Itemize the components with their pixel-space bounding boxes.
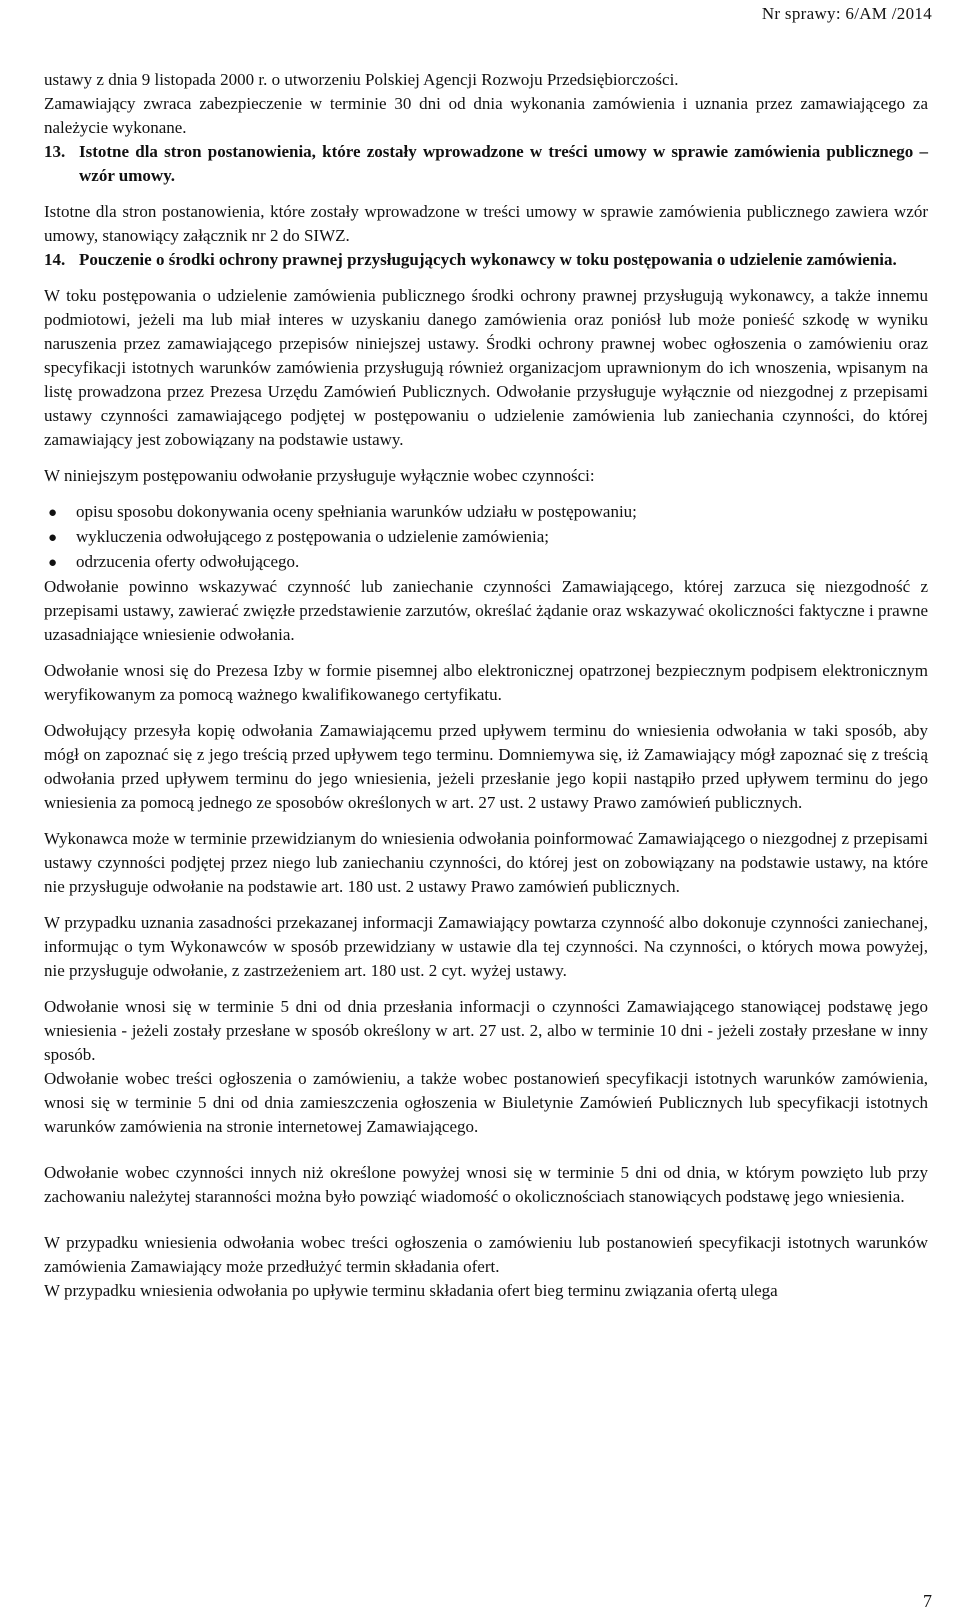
intro-paragraph-2: Zamawiający zwraca zabezpieczenie w terminie 30 dni od dnia wykonania zamówienia i uznania przez zamawiającego za należycie wykonane. — [44, 94, 928, 137]
document-body — [44, 68, 928, 1303]
section-13-heading — [44, 140, 928, 188]
section-14-paragraph-4: Odwołanie wnosi się do Prezesa Izby w formie pisemnej albo elektronicznej opatrzonej bezpiecznym podpisem elektronicznym weryfikowanym za pomocą ważnego kwalifikowanego certyfikatu. — [44, 661, 928, 704]
list-item — [44, 500, 928, 525]
section-14-paragraph-10: Odwołanie wobec czynności innych niż określone powyżej wnosi się w terminie 5 dni od dnia, w którym powzięto lub przy zachowaniu należytej staranności można było powziąć wiadomość o okolicznościach stanowiących podstawę jego wniesienia. — [44, 1163, 928, 1206]
list-item-text: odrzucenia oferty odwołującego. — [76, 552, 300, 571]
bullet-icon: ● — [48, 530, 58, 546]
section-14-paragraph-3: Odwołanie powinno wskazywać czynność lub zaniechanie czynności Zamawiającego, której zarzuca się niezgodność z przepisami ustawy, zawierać zwięzłe przedstawienie zarzutów, określać żądanie oraz wskazywać okoliczności faktyczne i prawne uzasadniające wniesienie odwołania. — [44, 577, 928, 644]
list-item — [44, 525, 928, 550]
list-item — [44, 550, 928, 575]
section-14-paragraph-6: Wykonawca może w terminie przewidzianym do wniesienia odwołania poinformować Zamawiającego o niezgodnej z przepisami ustawy czynności podjętej przez niego lub zaniechaniu czynności, do której jest on zobowiązany na podstawie ustawy, na które nie przysługuje odwołanie na podstawie art. 180 ust. 2 ustawy Prawo zamówień publicznych. — [44, 829, 928, 896]
bullet-list — [44, 500, 928, 575]
section-14-paragraph-7: W przypadku uznania zasadności przekazanej informacji Zamawiający powtarza czynność albo dokonuje czynności zaniechanej, informując o tym Wykonawców w sposób przewidziany w ustawie dla tej czynności. Na czynności, o których mowa powyżej, nie przysługuje odwołanie, z zastrzeżeniem art. 180 ust. 2 cyt. wyżej ustawy. — [44, 913, 928, 980]
page-number: 7 — [923, 1591, 932, 1611]
bullet-icon: ● — [48, 505, 58, 521]
section-14-title: Pouczenie o środki ochrony prawnej przysługujących wykonawcy w toku postępowania o udzielenie zamówienia. — [79, 250, 897, 269]
section-14-heading — [44, 248, 928, 272]
section-14-paragraph-11: W przypadku wniesienia odwołania wobec treści ogłoszenia o zamówieniu lub postanowień specyfikacji istotnych warunków zamówienia Zamawiający może przedłużyć termin składania ofert. — [44, 1233, 928, 1276]
section-14-paragraph-8: Odwołanie wnosi się w terminie 5 dni od dnia przesłania informacji o czynności Zamawiającego stanowiącej podstawę jego wniesienia - jeżeli zostały przesłane w sposób określony w art. 27 ust. 2, albo w terminie 10 dni - jeżeli zostały przesłane w inny sposób. — [44, 997, 928, 1064]
section-14-paragraph-12: W przypadku wniesienia odwołania po upływie terminu składania ofert bieg terminu związania ofertą ulega — [44, 1281, 778, 1300]
section-14-paragraph-9: Odwołanie wobec treści ogłoszenia o zamówieniu, a także wobec postanowień specyfikacji istotnych warunków zamówienia, wnosi się w terminie 5 dni od dnia zamieszczenia ogłoszenia w Biuletynie Zamówień Publicznych lub specyfikacji istotnych warunków zamówienia na stronie internetowej Zamawiającego. — [44, 1069, 928, 1136]
section-14-number: 14. — [44, 250, 66, 269]
section-14-paragraph-1: W toku postępowania o udzielenie zamówienia publicznego środki ochrony prawnej przysługują wykonawcy, a także innemu podmiotowi, jeżeli ma lub miał interes w uzyskaniu danego zamówienia oraz poniósł lub może ponieść szkodę w wyniku naruszenia przez zamawiającego przepisów niniejszej ustawy. Środki ochrony prawnej wobec ogłoszenia o zamówieniu oraz specyfikacji istotnych warunków zamówienia przysługują również organizacjom uprawnionym do ich wnoszenia, wpisanym na listę prowadzona przez Prezesa Urzędu Zamówień Publicznych. Odwołanie przysługuje wyłącznie od niezgodnej z przepisami ustawy czynności zamawiającego podjętej w postępowaniu o udzielenie zamówienia lub zaniechania czynności, do której zamawiający jest zobowiązany na podstawie ustawy. — [44, 286, 928, 449]
bullet-icon: ● — [48, 555, 58, 571]
list-item-text: opisu sposobu dokonywania oceny spełniania warunków udziału w postępowaniu; — [76, 502, 637, 521]
list-item-text: wykluczenia odwołującego z postępowania o udzielenie zamówienia; — [76, 527, 549, 546]
section-14-paragraph-5: Odwołujący przesyła kopię odwołania Zamawiającemu przed upływem terminu do wniesienia odwołania w taki sposób, aby mógł on zapoznać się z jego treścią przed upływem tego terminu. Domniemywa się, iż Zamawiający mógł zapoznać się z treścią odwołania przed upływem terminu do jego wniesienia, jeżeli przesłanie jego kopii nastąpiło przed upływem terminu do jego wniesienia za pomocą jednego ze sposobów określonych w art. 27 ust. 2 ustawy Prawo zamówień publicznych. — [44, 721, 928, 812]
intro-paragraph-1: ustawy z dnia 9 listopada 2000 r. o utworzeniu Polskiej Agencji Rozwoju Przedsiębiorczości. — [44, 70, 679, 89]
section-14-paragraph-2: W niniejszym postępowaniu odwołanie przysługuje wyłącznie wobec czynności: — [44, 466, 595, 485]
section-13-body: Istotne dla stron postanowienia, które zostały wprowadzone w treści umowy w sprawie zamówienia publicznego zawiera wzór umowy, stanowiący załącznik nr 2 do SIWZ. — [44, 202, 928, 245]
section-13-number: 13. — [44, 142, 66, 161]
section-13-title: Istotne dla stron postanowienia, które zostały wprowadzone w treści umowy w sprawie zamówienia publicznego – wzór umowy. — [79, 142, 928, 185]
case-number: Nr sprawy: 6/AM /2014 — [761, 4, 932, 23]
